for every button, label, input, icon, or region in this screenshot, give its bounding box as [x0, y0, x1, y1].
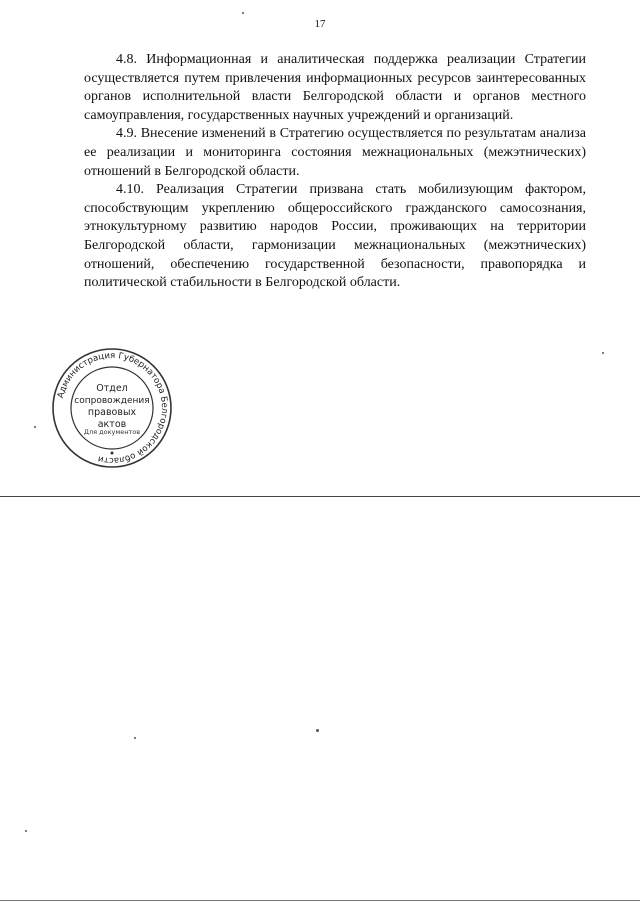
paragraph-4-10: 4.10. Реализация Стратегии призвана стать мобилизующим фактором, способствующим укреплению общероссийского гражданского самосознания, этнокультурному развитию народов России, проживающих на территории Белгородской области, гармонизации межнациональных (межэтнических) отношений, обеспечению государственной безопасности, правопорядка и политической стабильности в Белгородской области. [84, 182, 586, 291]
scan-speck [242, 12, 244, 14]
stamp-line-2: сопровождения [74, 396, 150, 406]
page-divider-line [0, 496, 640, 497]
page-number: 17 [314, 18, 326, 30]
paragraph-4-8: 4.8. Информационная и аналитическая поддержка реализации Стратегии осуществляется путем привлечения информационных ресурсов заинтересованных органов исполнительной власти Белгородской области и органов местного самоуправления, государственных научных учреждений и организаций. [84, 52, 586, 123]
stamp-ring-text: Администрация Губернатора Белгородской области [56, 350, 170, 466]
stamp-inner-top: Для документов [83, 428, 141, 436]
stamp-line-3: правовых [87, 407, 137, 418]
scan-speck [134, 737, 136, 739]
stamp-line-4: актов [97, 419, 127, 430]
scan-speck [602, 352, 604, 354]
paragraph-4-9: 4.9. Внесение изменений в Стратегию осуществляется по результатам анализа ее реализации и мониторинга состояния межнациональных (межэтнических) отношений в Белгородской области. [84, 126, 586, 179]
scan-speck [25, 830, 27, 832]
scan-speck [316, 729, 319, 732]
stamp-line-1: Отдел [96, 383, 128, 394]
official-stamp [50, 346, 174, 470]
scan-speck [34, 426, 36, 428]
bottom-edge-line [0, 900, 640, 901]
document-body [84, 51, 586, 293]
